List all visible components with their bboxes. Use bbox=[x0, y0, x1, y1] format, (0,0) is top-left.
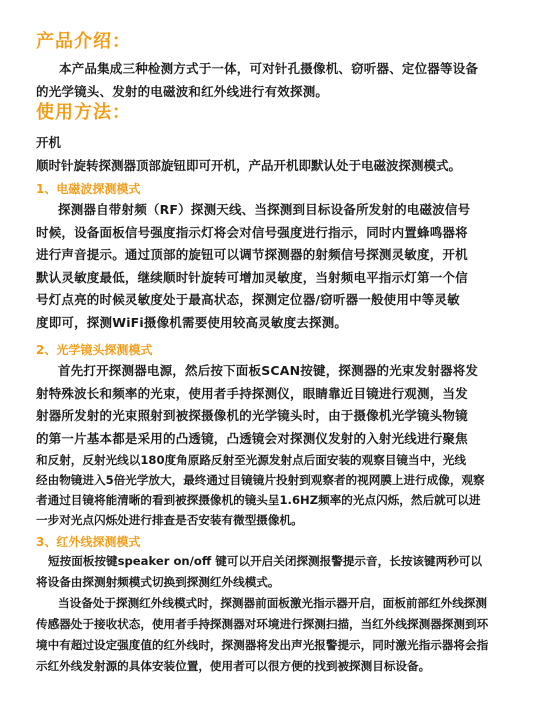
ir-line: 传感器处于接收状态，使用者手持探测器对环境进行探测扫描，当红外线探测器探测到环 bbox=[36, 617, 489, 631]
ir-line: 当设备处于探测红外线模式时，探测器前面板激光指示器开启，面板前部红外线探测 bbox=[58, 596, 487, 610]
lens-line: 射特殊波长和频率的光束，使用者手持探测仪，眼睛靠近目镜进行观测，当发 bbox=[36, 385, 468, 401]
rf-mode-heading: 1、电磁波探测模式 bbox=[36, 182, 141, 196]
rf-line: 探测器自带射频（RF）探测天线、当探测到目标设备所发射的电磁波信号 bbox=[58, 202, 471, 217]
ir-line: 将设备由探测射频模式切换到探测红外线模式。 bbox=[36, 575, 280, 589]
product-intro-paragraph bbox=[36, 57, 517, 103]
ir-mode-paragraph bbox=[36, 551, 517, 677]
rf-line: 时候，设备面板信号强度指示灯将会对信号强度进行指示，同时内置蜂鸣器将 bbox=[36, 224, 468, 240]
lens-line: 射器所发射的光束照射到被探摄像机的光学镜头时，由于摄像机光学镜头物镜 bbox=[36, 408, 468, 423]
lens-mode-paragraph bbox=[36, 360, 517, 450]
power-on-heading: 开机 bbox=[36, 135, 62, 150]
product-intro-heading: 产品介绍： bbox=[36, 31, 131, 52]
lens-mode-paragraph-cont bbox=[36, 450, 517, 530]
lens-line: 的第一片基本都是采用的凸透镜，凸透镜会对探测仪发射的入射光线进行聚焦 bbox=[36, 430, 468, 446]
rf-line: 度即可，探测WiFi摄像机需要使用较高灵敏度去探测。 bbox=[36, 314, 348, 330]
intro-line: 的光学镜头、发射的电磁波和红外线进行有效探测。 bbox=[36, 84, 329, 99]
ir-line: 示红外线发射源的具体安装位置，使用者可以很方便的找到被探测目标设备。 bbox=[36, 659, 431, 673]
rf-mode-paragraph bbox=[36, 199, 517, 334]
lens-line: 首先打开探测器电源，然后按下面板SCAN按键，探测器的光束发射器将发 bbox=[58, 363, 479, 378]
power-on-text: 顺时针旋转探测器顶部旋钮即可开机，产品开机即默认处于电磁波探测模式。 bbox=[36, 158, 462, 173]
lens-line: 和反射，反射光线以180度角原路反射至光源发射点后面安装的观察目镜当中，光线 bbox=[36, 453, 466, 467]
rf-line: 进行声音提示。通过顶部的旋钮可以调节探测器的射频信号探测灵敏度，开机 bbox=[36, 247, 468, 262]
lens-mode-heading: 2、光学镜头探测模式 bbox=[36, 343, 153, 357]
lens-line: 经由物镜进入5倍光学放大，最终通过目镜镜片投射到观察者的视网膜上进行成像，观察 bbox=[36, 473, 485, 487]
usage-heading: 使用方法： bbox=[36, 102, 131, 123]
ir-mode-heading: 3、红外线探测模式 bbox=[36, 535, 141, 549]
ir-line: 短按面板按键speaker on/off 键可以开启关闭探测报警提示音，长按该键两秒可以 bbox=[48, 554, 482, 568]
lens-line: 一步对光点闪烁处进行排查是否安装有微型摄像机。 bbox=[36, 513, 303, 527]
rf-line: 号灯点亮的时候灵敏度处于最高状态，探测定位器/窃听器一般使用中等灵敏 bbox=[36, 292, 460, 307]
intro-line: 本产品集成三种检测方式于一体，可对针孔摄像机、窃听器、定位器等设备 bbox=[59, 61, 479, 76]
ir-line: 境中有超过设定强度值的红外线时，探测器将发出声光报警提示，同时激光指示器将会指 bbox=[36, 638, 489, 652]
rf-line: 默认灵敏度最低，继续顺时针旋转可增加灵敏度，当射频电平指示灯第一个信 bbox=[36, 269, 468, 285]
lens-line: 者通过目镜将能清晰的看到被探摄像机的镜头呈1.6HZ频率的光点闪烁，然后就可以进 bbox=[36, 493, 481, 507]
